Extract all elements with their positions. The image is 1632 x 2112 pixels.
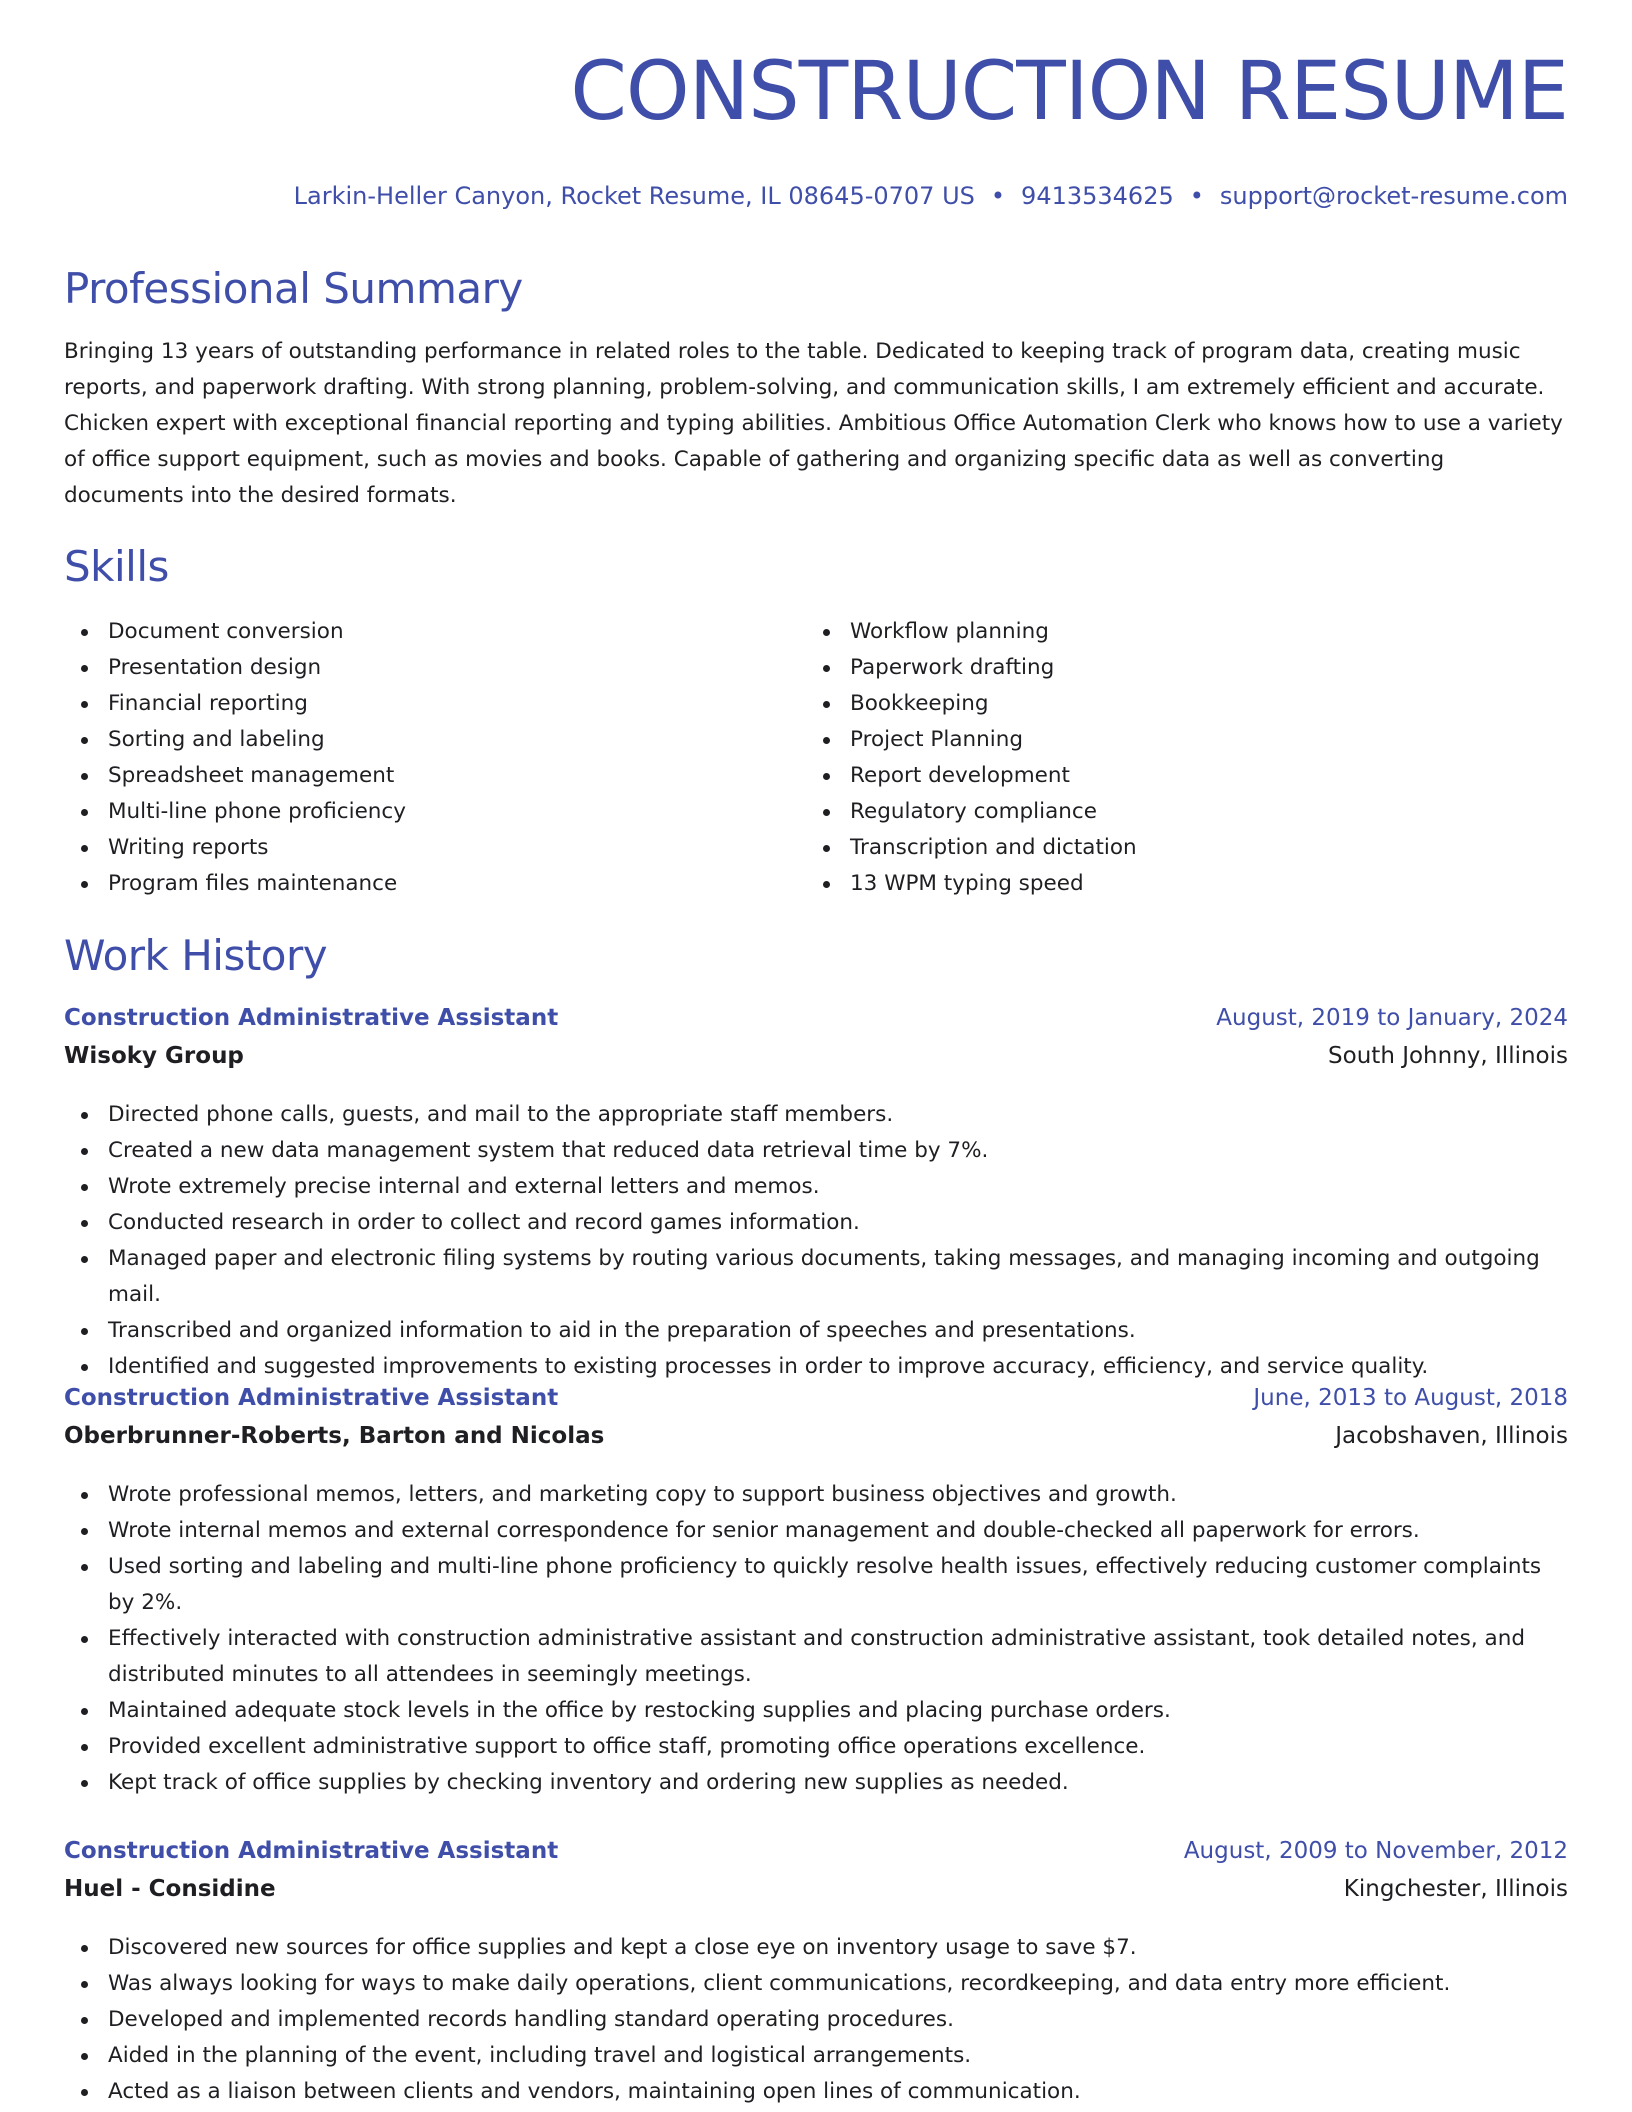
job-title: Construction Administrative Assistant [64,1838,559,1864]
job-company: Huel - Considine [64,1876,276,1902]
job-bullets [64,1097,1568,1385]
job-bullet: Created a new data management system that reduced data retrieval time by 7%. [64,1133,1568,1169]
contact-separator: • [1189,182,1204,210]
contact-phone: 9413534625 [1021,182,1174,210]
job-bullet: Identified and suggested improvements to existing processes in order to improve accuracy, efficiency, and service quality. [64,1349,1568,1385]
job-bullet: Transcribed and organized information to aid in the preparation of speeches and presentations. [64,1313,1568,1349]
skill-item: Financial reporting [64,686,764,722]
skills-list-right [806,614,1506,902]
skills-title: Skills [64,542,169,591]
job-bullet: Acted as a liaison between clients and vendors, maintaining open lines of communication. [64,2074,1568,2110]
job-bullets [64,1930,1568,2110]
skill-item: Report development [806,758,1506,794]
job-dates: August, 2019 to January, 2024 [1216,1005,1568,1031]
skill-item: 13 WPM typing speed [806,866,1506,902]
skill-item: Writing reports [64,830,764,866]
job-dates: June, 2013 to August, 2018 [1253,1385,1568,1411]
contact-line [294,181,1568,211]
job-header [64,1383,1568,1459]
skill-item: Bookkeeping [806,686,1506,722]
skill-item: Regulatory compliance [806,794,1506,830]
skill-item: Project Planning [806,722,1506,758]
job-bullet: Managed paper and electronic filing systems by routing various documents, taking messages, and managing incoming and outgoing mail. [64,1241,1568,1313]
job-bullet: Maintained adequate stock levels in the office by restocking supplies and placing purchase orders. [64,1693,1568,1729]
contact-email: support@rocket-resume.com [1219,182,1568,210]
job-location: Jacobshaven, Illinois [1335,1423,1568,1449]
resume-name: CONSTRUCTION RESUME [570,45,1568,139]
job-bullet: Aided in the planning of the event, including travel and logistical arrangements. [64,2038,1568,2074]
skill-item: Workflow planning [806,614,1506,650]
job-location: South Johnny, Illinois [1328,1043,1568,1069]
skills-list-left [64,614,764,902]
skill-item: Presentation design [64,650,764,686]
job-bullet: Conducted research in order to collect and record games information. [64,1205,1568,1241]
skill-item: Multi-line phone proficiency [64,794,764,830]
job-bullet: Was always looking for ways to make daily operations, client communications, recordkeeping, and data entry more efficient. [64,1966,1568,2002]
job-bullet: Used sorting and labeling and multi-line phone proficiency to quickly resolve health issues, effectively reducing customer complaints by 2%. [64,1549,1568,1621]
job-location: Kingchester, Illinois [1343,1876,1568,1902]
skill-item: Paperwork drafting [806,650,1506,686]
skill-item: Transcription and dictation [806,830,1506,866]
job-bullet: Wrote professional memos, letters, and marketing copy to support business objectives and growth. [64,1477,1568,1513]
job-bullet: Provided excellent administrative support to office staff, promoting office operations excellence. [64,1729,1568,1765]
job-title: Construction Administrative Assistant [64,1385,559,1411]
job-header [64,1003,1568,1079]
skill-item: Sorting and labeling [64,722,764,758]
contact-address: Larkin-Heller Canyon, Rocket Resume, IL 08645-0707 US [293,182,975,210]
job-title: Construction Administrative Assistant [64,1005,559,1031]
job-company: Oberbrunner-Roberts, Barton and Nicolas [64,1423,605,1449]
skill-item: Program files maintenance [64,866,764,902]
job-bullet: Kept track of office supplies by checking inventory and ordering new supplies as needed. [64,1765,1568,1801]
skill-item: Spreadsheet management [64,758,764,794]
job-bullet: Directed phone calls, guests, and mail to the appropriate staff members. [64,1097,1568,1133]
job-bullet: Effectively interacted with construction administrative assistant and construction administrative assistant, took detailed notes, and distributed minutes to all attendees in seemingly meetings. [64,1621,1568,1693]
job-bullet: Discovered new sources for office supplies and kept a close eye on inventory usage to save $7. [64,1930,1568,1966]
job-company: Wisoky Group [64,1043,244,1069]
job-header [64,1836,1568,1912]
job-bullet: Developed and implemented records handling standard operating procedures. [64,2002,1568,2038]
job-bullet: Wrote extremely precise internal and external letters and memos. [64,1169,1568,1205]
skill-item: Document conversion [64,614,764,650]
job-dates: August, 2009 to November, 2012 [1183,1838,1568,1864]
job-bullets [64,1477,1568,1801]
contact-separator: • [990,182,1006,210]
summary-title: Professional Summary [64,264,523,313]
job-bullet: Wrote internal memos and external correspondence for senior management and double-checked all paperwork for errors. [64,1513,1568,1549]
work-history-title: Work History [64,931,328,980]
summary-text: Bringing 13 years of outstanding performance in related roles to the table. Dedicated to keeping track of program data, creating music reports, and paperwork drafting. With strong planning, problem-solving, and communication skills, I am extremely efficient and accurate. Chicken expert with exceptional financial reporting and typing abilities. Ambitious Office Automation Clerk who knows how to use a variety of office support equipment, such as movies and books. Capable of gathering and organizing specific data as well as converting documents into the desired formats. [64,339,1563,508]
